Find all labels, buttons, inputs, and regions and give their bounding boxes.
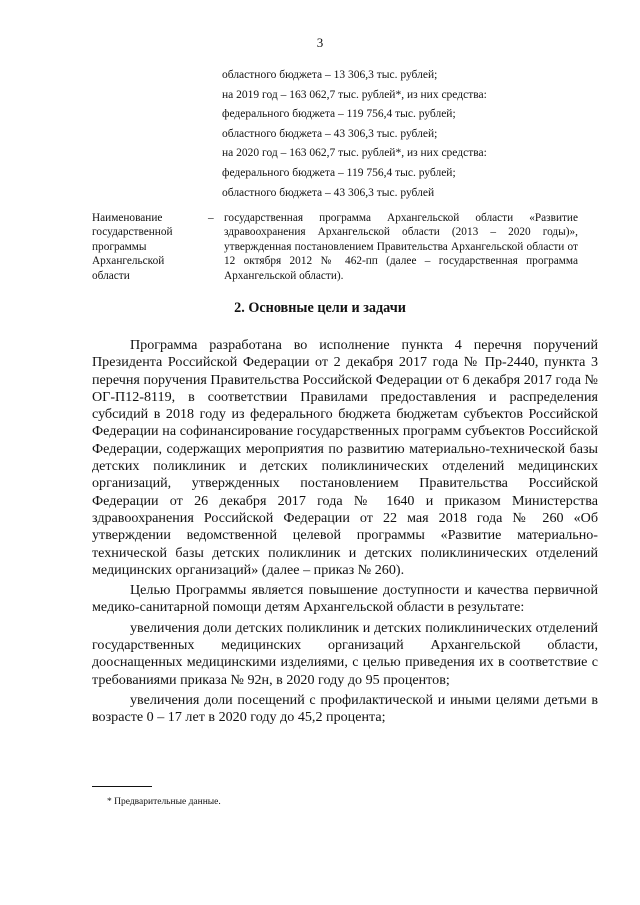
definition-dash: – xyxy=(208,212,214,224)
footnote-divider xyxy=(92,786,152,787)
definition-label-line: государственной xyxy=(92,226,173,239)
paragraph: Целью Программы является повышение доступности и качества первичной медико-санитарной помощи детям Архангельской области в результате: xyxy=(92,582,598,616)
definition-label-line: программы xyxy=(92,240,147,253)
definition-label-line: области xyxy=(92,269,130,282)
funding-line: на 2020 год – 163 062,7 тыс. рублей*, из них средства: xyxy=(222,147,487,160)
paragraph: увеличения доли детских поликлиник и детских поликлинических отделений государственных медицинских организаций Архангельской области, дооснащенных медицинскими изделиями, с целью приведения их в соответствие с требованиями приказа № 92н, в 2020 году до 95 процентов; xyxy=(92,619,598,688)
funding-line: на 2019 год – 163 062,7 тыс. рублей*, из них средства: xyxy=(222,88,487,101)
body-text xyxy=(92,337,598,727)
definition-label-line: Архангельской xyxy=(92,255,165,268)
funding-line: федерального бюджета – 119 756,4 тыс. рублей; xyxy=(222,108,456,121)
funding-line: областного бюджета – 43 306,3 тыс. рублей xyxy=(222,186,435,199)
footnote: * Предварительные данные. xyxy=(107,797,221,807)
page-number: 3 xyxy=(316,35,324,50)
funding-list xyxy=(222,66,542,203)
paragraph: Программа разработана во исполнение пункта 4 перечня поручений Президента Российской Федерации от 2 декабря 2017 года № Пр-2440, пункта 3 перечня поручения Правительства Российской Федерации от 6 декабря 2017 года № ОГ-П12-8119, в соответствии Правилами предоставления и распределения субсидий в 2018 году из федерального бюджета бюджетам субъектов Российской Федерации на софинансирование государственных программ субъектов Российской Федерации, содержащих мероприятия по развитию материально-технической базы детских поликлиник и детских поликлинических отделений медицинских организаций, утвержденных постановлением Правительства Российской Федерации от 26 декабря 2017 года № 1640 и приказом Министерства здравоохранения Российской Федерации от 22 мая 2018 года № 260 «Об утверждении ведомственной целевой программы «Развитие материально-технической базы детских поликлиник и детских поликлинических отделений медицинских организаций» (далее – приказ № 260). xyxy=(92,337,598,578)
funding-line: областного бюджета – 13 306,3 тыс. рублей; xyxy=(222,69,438,81)
funding-line: областного бюджета – 43 306,3 тыс. рублей; xyxy=(222,127,438,140)
paragraph: увеличения доли посещений с профилактической и иными целями детьми в возрасте 0 – 17 лет в 2020 году до 45,2 процента; xyxy=(92,691,598,726)
funding-line: федерального бюджета – 119 756,4 тыс. рублей; xyxy=(222,166,456,179)
definition-label xyxy=(92,211,198,283)
definition-text: государственная программа Архангельской области «Развитие здравоохранения Архангельской области (2013 – 2020 годы)», утвержденная постановлением Правительства Архангельской области от 12 октября 2012 № 462-пп (далее – государственная программа Архангельской области). xyxy=(224,212,578,282)
section-heading: 2. Основные цели и задачи xyxy=(234,300,406,316)
definition-label-line: Наименование xyxy=(92,212,163,224)
